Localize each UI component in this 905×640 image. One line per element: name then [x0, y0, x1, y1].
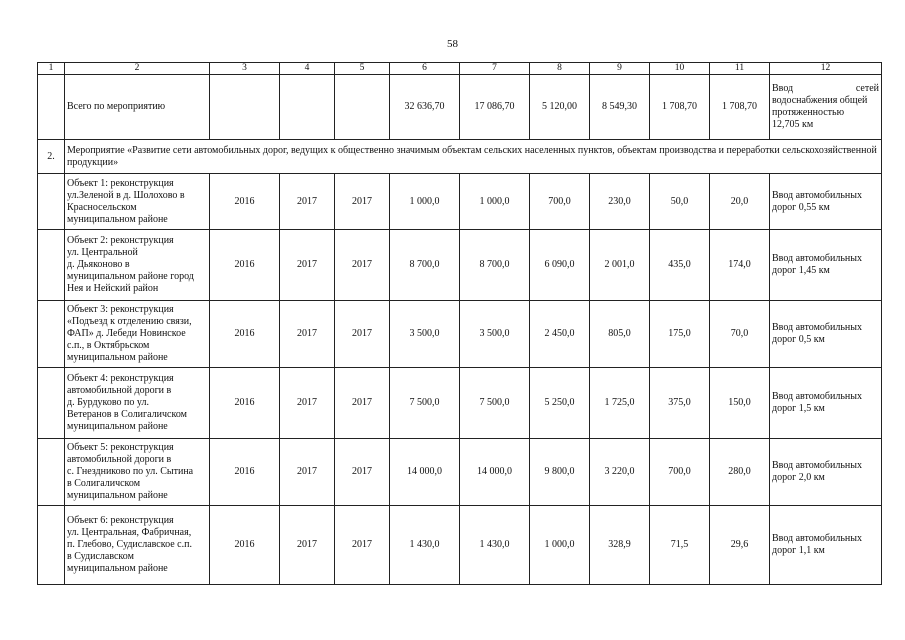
total-label: Всего по мероприятию — [65, 75, 210, 140]
object-name-line: ФАП» д. Лебеди Новинское — [67, 328, 186, 339]
object-name — [65, 439, 210, 506]
column-number: 8 — [530, 63, 590, 75]
start-year: 2016 — [210, 368, 280, 439]
object-name-line: муниципальном районе — [67, 421, 168, 432]
result-cell — [770, 174, 882, 230]
result-cell — [770, 230, 882, 301]
total-col-6: 32 636,70 — [390, 75, 460, 140]
value-col-6: 7 500,0 — [390, 368, 460, 439]
object-name-line: «Подъезд к отделению связи, — [67, 316, 192, 327]
object-name-line: в Судиславском — [67, 551, 134, 562]
value-col-6: 1 430,0 — [390, 506, 460, 585]
section-index: 2. — [38, 140, 65, 174]
start-year: 2016 — [210, 506, 280, 585]
value-col-11: 29,6 — [710, 506, 770, 585]
value-col-7: 1 000,0 — [460, 174, 530, 230]
value-col-11: 70,0 — [710, 301, 770, 368]
value-col-11: 280,0 — [710, 439, 770, 506]
object-name-line: муниципальном районе — [67, 352, 168, 363]
value-col-10: 700,0 — [650, 439, 710, 506]
start-year: 2016 — [210, 174, 280, 230]
column-number: 4 — [280, 63, 335, 75]
column-number: 11 — [710, 63, 770, 75]
result-line: дорог 2,0 км — [772, 472, 825, 483]
end-year: 2017 — [280, 506, 335, 585]
object-name-line: Объект 2: реконструкция — [67, 235, 174, 246]
total-result — [770, 75, 882, 140]
result-line: Ввод автомобильных — [772, 460, 862, 471]
total-col-10: 1 708,70 — [650, 75, 710, 140]
result-cell — [770, 506, 882, 585]
value-col-6: 3 500,0 — [390, 301, 460, 368]
total-commission-year — [335, 75, 390, 140]
row-index-cell — [38, 301, 65, 368]
object-name-line: муниципальном районе город — [67, 271, 194, 282]
value-col-9: 328,9 — [590, 506, 650, 585]
start-year: 2016 — [210, 439, 280, 506]
result-line: Ввод автомобильных — [772, 322, 862, 333]
object-name-line: Объект 5: реконструкция — [67, 442, 174, 453]
object-name-line: п. Глебово, Судиславское с.п. — [67, 539, 192, 550]
start-year: 2016 — [210, 301, 280, 368]
result-line: Ввод автомобильных — [772, 533, 862, 544]
object-name — [65, 174, 210, 230]
object-name — [65, 506, 210, 585]
column-number: 1 — [38, 63, 65, 75]
object-name-line: муниципальном районе — [67, 213, 168, 225]
value-col-9: 805,0 — [590, 301, 650, 368]
total-col-8: 5 120,00 — [530, 75, 590, 140]
column-number: 3 — [210, 63, 280, 75]
result-line: протяженностью — [772, 107, 845, 118]
object-name-line: муниципальном районе — [67, 563, 168, 574]
program-table — [37, 62, 882, 585]
table-row — [38, 301, 882, 368]
object-name-line: Объект 4: реконструкция — [67, 373, 174, 384]
result-cell — [770, 301, 882, 368]
result-word: сетей — [855, 83, 879, 94]
column-number: 7 — [460, 63, 530, 75]
result-cell — [770, 368, 882, 439]
value-col-7: 14 000,0 — [460, 439, 530, 506]
object-name-line: д. Бурдуково по ул. — [67, 397, 149, 408]
value-col-8: 5 250,0 — [530, 368, 590, 439]
section-title: Мероприятие «Развитие сети автомобильных дорог, ведущих к общественно значимым объектам сельских населенных пунктов, объектам производства и переработки сельскохозяйственной продукции» — [65, 140, 882, 174]
result-line: дорог 1,45 км — [772, 265, 830, 276]
table-row — [38, 230, 882, 301]
section-row — [38, 140, 882, 174]
page-number: 58 — [447, 38, 458, 50]
value-col-8: 2 450,0 — [530, 301, 590, 368]
result-cell — [770, 439, 882, 506]
row-index-cell — [38, 230, 65, 301]
value-col-10: 50,0 — [650, 174, 710, 230]
value-col-7: 7 500,0 — [460, 368, 530, 439]
column-number: 10 — [650, 63, 710, 75]
object-name-line: д. Дьяконово в — [67, 259, 130, 270]
commission-year: 2017 — [335, 301, 390, 368]
column-number: 9 — [590, 63, 650, 75]
total-col-9: 8 549,30 — [590, 75, 650, 140]
end-year: 2017 — [280, 174, 335, 230]
value-col-8: 1 000,0 — [530, 506, 590, 585]
column-number: 6 — [390, 63, 460, 75]
value-col-8: 700,0 — [530, 174, 590, 230]
object-name-line: с. Гнездниково по ул. Сытина — [67, 466, 194, 477]
object-name-line: Нея и Нейский район — [67, 283, 159, 294]
table-row — [38, 174, 882, 230]
object-name — [65, 301, 210, 368]
value-col-10: 435,0 — [650, 230, 710, 301]
object-name-line: автомобильной дороги в — [67, 454, 172, 465]
column-number: 12 — [770, 63, 882, 75]
value-col-9: 3 220,0 — [590, 439, 650, 506]
value-col-8: 9 800,0 — [530, 439, 590, 506]
value-col-10: 71,5 — [650, 506, 710, 585]
total-row — [38, 75, 882, 140]
value-col-6: 8 700,0 — [390, 230, 460, 301]
row-index-cell — [38, 368, 65, 439]
result-line: дорог 0,55 км — [772, 201, 830, 213]
total-col-11: 1 708,70 — [710, 75, 770, 140]
result-line: Ввод автомобильных — [772, 189, 862, 201]
commission-year: 2017 — [335, 439, 390, 506]
column-number: 2 — [65, 63, 210, 75]
total-index-cell — [38, 75, 65, 140]
object-name-line: с.п., в Октябрьском — [67, 340, 150, 351]
value-col-9: 1 725,0 — [590, 368, 650, 439]
object-name-line: муниципальном районе — [67, 490, 168, 501]
value-col-8: 6 090,0 — [530, 230, 590, 301]
value-col-11: 20,0 — [710, 174, 770, 230]
end-year: 2017 — [280, 368, 335, 439]
value-col-11: 150,0 — [710, 368, 770, 439]
object-name — [65, 368, 210, 439]
object-name-line: Объект 6: реконструкция — [67, 515, 174, 526]
table-row — [38, 439, 882, 506]
value-col-10: 375,0 — [650, 368, 710, 439]
end-year: 2017 — [280, 301, 335, 368]
row-index-cell — [38, 439, 65, 506]
result-line: дорог 1,5 км — [772, 403, 825, 414]
object-name-line: Объект 1: реконструкция — [67, 177, 174, 189]
value-col-7: 1 430,0 — [460, 506, 530, 585]
row-index-cell — [38, 174, 65, 230]
table-row — [38, 506, 882, 585]
value-col-6: 14 000,0 — [390, 439, 460, 506]
commission-year: 2017 — [335, 368, 390, 439]
commission-year: 2017 — [335, 174, 390, 230]
result-word: Ввод — [772, 83, 794, 94]
result-line: водоснабжения общей — [772, 95, 868, 106]
object-name-line: Объект 3: реконструкция — [67, 304, 174, 315]
object-name-line: ул.Зеленой в д. Шолохово в — [67, 189, 185, 201]
column-number-row — [38, 63, 882, 75]
object-name-line: в Солигаличском — [67, 478, 141, 489]
column-number: 5 — [335, 63, 390, 75]
result-line: 12,705 км — [772, 119, 814, 130]
end-year: 2017 — [280, 230, 335, 301]
value-col-7: 8 700,0 — [460, 230, 530, 301]
value-col-11: 174,0 — [710, 230, 770, 301]
total-end-year — [280, 75, 335, 140]
object-name-line: Ветеранов в Солигаличском — [67, 409, 187, 420]
start-year: 2016 — [210, 230, 280, 301]
object-name-line: ул. Центральной — [67, 247, 138, 258]
value-col-9: 2 001,0 — [590, 230, 650, 301]
total-col-7: 17 086,70 — [460, 75, 530, 140]
value-col-7: 3 500,0 — [460, 301, 530, 368]
value-col-9: 230,0 — [590, 174, 650, 230]
result-line: дорог 0,5 км — [772, 334, 825, 345]
object-name-line: ул. Центральная, Фабричная, — [67, 527, 192, 538]
result-line: дорог 1,1 км — [772, 545, 825, 556]
value-col-10: 175,0 — [650, 301, 710, 368]
commission-year: 2017 — [335, 506, 390, 585]
end-year: 2017 — [280, 439, 335, 506]
object-name-line: автомобильной дороги в — [67, 385, 172, 396]
object-name-line: Красносельском — [67, 201, 137, 213]
total-start-year — [210, 75, 280, 140]
result-line: Ввод автомобильных — [772, 391, 862, 402]
value-col-6: 1 000,0 — [390, 174, 460, 230]
result-line: Ввод автомобильных — [772, 253, 862, 264]
commission-year: 2017 — [335, 230, 390, 301]
table-row — [38, 368, 882, 439]
row-index-cell — [38, 506, 65, 585]
object-name — [65, 230, 210, 301]
